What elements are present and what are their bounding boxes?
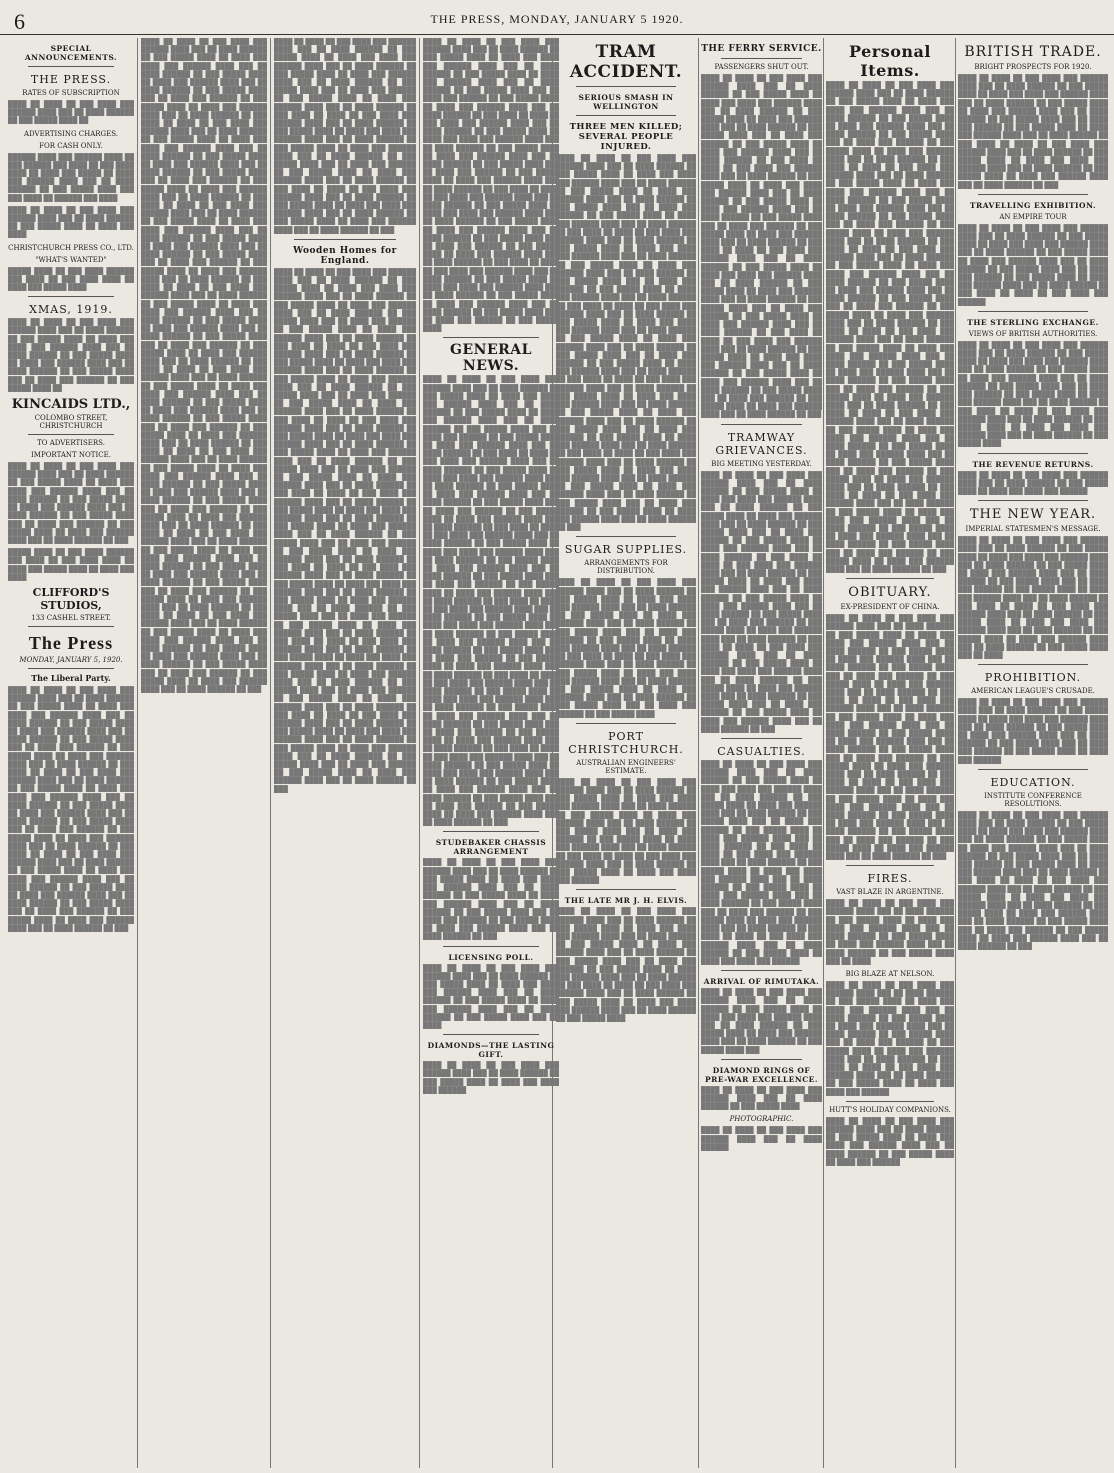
divider — [978, 194, 1088, 195]
text-block: ████ ██ ████ ██ ███ ████ ███ ██████ ████ ███ ██ ████ ██████ ██ ███ █████ ████ ██ ████ ███ ████ ███ ██████ ████ ███ ██ ████ ██████ ██ ███ █████ ████ ██ ████ ███ ██████ ████ ███ ██ ████ ██████ ██ ███ █████ ████ ███ ██ ████ ███ ██████ ██ ███ █████ ████ ██ ████ ███ ██████ ████ ███ ██ ████ ██████ ██ ███ ████ ██ ████ ██ ███ ████ ███ ██████ ████ ███ ██ ████ ██████ ██ ███ █████ ████ ██ ████ ███ ████ ███ ██████ ████ ███ ██ ████ ██████ ██ ███ █████ ████ ██ ████ ███ ██████ ████ ███ ██ ████ ██████ ██ ███ █████ ████ ███ ██ ████ ███ ██████ ██ ███ █████ ████ — [556, 579, 696, 718]
section-heading: SPECIAL ANNOUNCEMENTS. — [24, 44, 118, 62]
divider — [294, 239, 396, 240]
issue-date: MONDAY, JANUARY 5, 1920. — [19, 655, 123, 664]
text-block: ████ ██ ████ ██ ███ ████ ███ ██████ ████ ███ ██ ████ ██████ ██ ███ █████ ████ ██ ████ ███ ████ ███ ██████ ████ ███ ██ ████ ██████ ██ ███ █████ ████ ██ ████ ███ ██████ ████ ███ ██ ████ ██████ ██ ███ █████ ████ ███ ██ ████ ███ ██████ ██ ███ █████ ████ ██ ████ ███ ██████ ████ ███ ██ ████ ██████ ██ ███ ████ ██ ████ ██ ███ ████ ███ ██████ ████ ███ ██ ████ ██████ ██ ███ █████ ████ ██ ████ ███ ████ ███ ██████ ████ ███ ██ ████ ██████ ██ ███ █████ ████ ██ ████ ███ ██████ ████ ███ ██ ████ ██████ ██ ███ █████ ████ ███ ██ ████ ███ ██████ ██ ███ █████ ████ ██ ████ ███ ██████ ████ ███ ██ ████ ██████ ██ ███ ████ ██ ████ ██ ███ ████ ███ ██████ ████ ███ ██ ████ ██████ ██ ███ █████ ████ ██ ████ ███ ████ ███ ██████ ████ ███ ██ ████ ██████ ██ ███ █████ ████ ██ ████ ███ ██████ ████ ███ ██ ████ ██████ ██ ███ █████ ████ ███ ██ ████ ███ ██████ ██ ███ █████ ████ ██ ████ ███ ██████ ████ ███ ██ ████ ██████ ██ ███ ████ ██ ████ ██ ███ ████ ███ ██████ ████ ███ ██ ████ ██████ ██ ███ █████ ████ ██ ████ ███ ████ ███ ██████ ████ ███ ██ ████ ██████ ██ ███ █████ ████ ██ ████ ███ ██████ ████ ███ ██ ████ ██████ ██ ███ █████ ████ ███ ██ ████ ███ ██████ ██ ███ █████ ████ ██ ████ ███ ██████ ████ ███ ██ ████ ██████ ██ ███ — [701, 75, 822, 419]
text-block: ████ ██ ████ ██ ███ ████ ███ ██████ ████ ███ ██ ████ ██████ ██ ███ █████ ████ ██ ████ ███ ████ ███ ██████ ████ ███ ██ ████ ██████ ██ ███ █████ ████ ██ ████ ███ ██████ ████ ███ ██ ████ ██████ ██ ███ █████ ████ ███ ██ ████ ███ ██████ ██ ███ █████ ████ ██ ████ ███ ██████ ████ ███ ██ ████ ██████ ██ ███ ████ ██ ████ ██ ███ ████ ███ ██████ ████ ███ ██ ████ ██████ ██ ███ █████ ████ ██ ████ ███ ████ ███ ██████ ████ ███ ██ ████ ██████ ██ ███ █████ ████ ██ ████ ███ ██████ ████ ███ ██ ████ ██████ ██ ███ █████ ████ ███ ██ ████ ███ ██████ ██ ███ █████ ████ ██ ████ ███ ██████ ████ ███ ██ ████ ██████ ██ ███ ████ ██ ████ ██ ███ ████ ███ ██████ ████ ███ ██ ████ ██████ ██ ███ █████ ████ ██ ████ ███ ████ ███ ██████ ████ ███ ██ ████ ██████ ██ ███ █████ ████ ██ ████ ███ ██████ ████ ███ ██ ████ ██████ ██ ███ █████ ████ ███ ██ ████ ███ ██████ ██ ███ █████ ████ ██ ████ ███ ██████ ████ ███ ██ ████ ██████ ██ ███ ████ ██ ████ ██ ███ ████ ███ ██████ ████ ███ ██ ████ ██████ ██ ███ █████ ████ ██ ████ ███ ████ ███ ██████ ████ ███ ██ ████ ██████ ██ ███ █████ ████ ██ ████ ███ ██████ ████ ███ ██ ████ ██████ ██ ███ █████ ████ ███ ██ ████ ███ ██████ ██ ███ █████ ████ ██ ████ ███ ██████ ████ ███ ██ ████ ██████ ██ ███ ████ ██ ████ ██ ███ ████ ███ ██████ ████ ███ ██ ████ ██████ ██ ███ █████ ████ ██ ████ ███ ████ ███ ██████ ████ ███ ██ ████ ██████ ██ ███ █████ ████ ██ ████ ███ ██████ ████ ███ ██ ████ ██████ ██ ███ █████ ████ ███ ██ ████ ███ ██████ ██ ███ █████ ████ ██ ████ ███ ██████ ████ ███ ██ ████ ██████ ██ ███ ████ ██ ████ ██ ███ ████ ███ ██████ ████ ███ ██ ████ ██████ ██ ███ █████ ████ ██ ████ ███ ████ ███ ██████ ████ ███ ██ ████ ██████ ██ ███ █████ ████ ██ ████ ███ ██████ ████ ███ ██ ████ ██████ ██ ███ █████ ████ ███ ██ ████ ███ ██████ ██ ███ █████ ████ ██ ████ ███ ██████ ████ ███ ██ ████ ██████ ██ ███ ████ ██ ████ ██ ███ ████ ███ ██████ ████ ███ ██ ████ ██████ ██ ███ █████ ████ ██ ████ ███ ████ ███ ██████ ████ ███ ██ ████ ██████ ██ ███ █████ ████ ██ ████ ███ ██████ ████ ███ ██ ████ ██████ ██ ███ █████ ████ ███ ██ ████ ███ ██████ ██ ███ █████ ████ ██ ████ ███ ██████ ████ ███ ██ ████ ██████ ██ ███ — [274, 268, 416, 793]
sub-headline: BIG MEETING YESTERDAY. — [711, 459, 812, 468]
article-headline: THE FERRY SERVICE. — [701, 44, 822, 54]
text-block: ████ ██ ████ ██ ███ ████ ███ ██████ ████ ███ ██ ████ ██████ ██ ███ █████ ████ ██ ████ ███ ████ ███ ██████ ████ ███ ██ ████ ██████ ██ ███ █████ ████ ██ ████ ███ ██████ ████ ███ ██ ████ ██████ ██ ███ █████ ████ ███ ██ ████ ███ ██████ ██ ███ █████ ████ ██ ████ ███ ██████ ████ ███ ██ ████ ██████ ██ ███ ████ ██ ████ ██ ███ ████ ███ ██████ ████ ███ ██ ████ ██████ ██ ███ █████ ████ ██ ████ ███ ████ ███ ██████ ████ ███ ██ ████ ██████ ██ ███ █████ ████ ██ ████ ███ ██████ ████ ███ ██ ████ ██████ ██ ███ █████ ████ ███ ██ ████ — [958, 537, 1108, 659]
text-block: █████ ████ ██ ███ ████ ██████ ███ ████ ██ ███ ████ ████ ██ ████ ███ █████ ████ ██ ████ ███ ████ — [8, 549, 134, 581]
column-rule — [419, 38, 420, 1468]
text-block: ████ ██ ████ ██ ███ ████ ███ ██████ ████ ███ ██ ████ ██████ ██ ███ █████ ████ ██ ████ ███ ████ ███ ██████ ████ ███ ██ ████ ██████ ██ ███ █████ ████ ██ ████ ███ ██████ ████ ███ ██ ████ ██████ ██ ███ █████ ████ ███ ██ ████ ███ ██████ ██ ███ █████ ████ ██ ████ ███ ██████ ████ ███ ██ ████ ██████ ██ ███ ████ ██ ████ ██ ███ ████ ███ ██████ ████ ███ ██ ████ ██████ ██ ███ █████ ████ ██ ████ ███ ████ ███ ██████ ████ ███ ██ ████ ██████ ██ ███ █████ ████ ██ ████ ███ ██████ ████ ███ ██ ████ ██████ ██ ███ █████ ████ ███ ██ ████ ███ ██████ ██ ███ █████ ████ ██ ████ ███ ██████ ████ ███ ██ ████ ██████ ██ ███ ████ ██ ████ ██ ███ ████ ███ ██████ ████ ███ ██ ████ ██████ ██ ███ █████ ████ ██ ████ ███ ████ ███ ██████ — [701, 761, 822, 965]
advert-address: COLOMBO STREET, CHRISTCHURCH — [34, 414, 108, 431]
sub-heading: "WHAT'S WANTED" — [35, 255, 107, 264]
advert-cliffords: CLIFFORD'S STUDIOS, — [32, 585, 110, 612]
article-headline: SUGAR SUPPLIES. — [564, 543, 688, 557]
text-block: ████ ██ ████ ██ ███ ████ ███ ██████ ████ ███ ██ ████ ██████ ██ ███ █████ ████ ██ ████ ███ ████ ███ ██████ ████ ███ ██ ████ ██████ ██ ███ █████ ████ ██ ████ ███ ██████ ████ ███ ██ ████ ██████ ██ ███ █████ ████ ███ ██ ████ ███ ██████ ██ ███ █████ ████ ██ ████ ███ ██████ ████ ███ ██ ████ ██████ ██ ███ ████ ██ ████ ██ ███ ████ ███ ██████ ████ ███ ██ ████ ██████ ██ ███ █████ ████ ██ ████ ███ ████ ███ ██████ ████ ███ ██ ████ ██████ ██ ███ █████ ████ ██ ████ ███ ██████ ████ ███ ██ ████ ██████ ██ ███ █████ ████ ███ ██ ████ ███ ██████ ██ ███ █████ ████ ██ ████ ███ ██████ ████ ███ ██ ████ ██████ ██ ███ — [958, 811, 1108, 951]
divider — [28, 66, 114, 67]
divider — [443, 946, 539, 947]
divider — [721, 1059, 802, 1060]
column-4 — [423, 38, 559, 1468]
text-block: ████ ██ ████ ██ ███ ████ ███ ██████ ████ ███ ██ ████ ██████ ██ ███ █████ ████ ██ ████ ███ ████ ███ ██████ ████ ███ ██ ████ ██████ ██ ███ █████ ████ ██ ████ ███ ██████ ████ ███ ██ ████ ██████ ██ ███ █████ ████ ███ ██ ████ ███ ██████ ██ ███ █████ ████ ██ ████ ███ ██████ ████ ███ ██ ████ ██████ ██ ███ ████ ██ ████ ██ ███ ████ ███ ██████ ████ ███ ██ ████ ██████ ██ ███ █████ ████ ██ ████ ███ ████ ███ ██████ ████ ███ ██ ████ ██████ ██ ███ █████ ████ ██ ████ ███ ██████ ████ ███ ██ ████ ██████ ██ ███ █████ ████ ███ ██ ████ ███ ██████ ██ ███ █████ ████ ██ ████ ███ ██████ ████ ███ ██ ████ ██████ ██ ███ ████ ██ ████ ██ ███ ████ ███ ██████ ████ ███ ██ ████ ██████ ██ ███ █████ ████ ██ ████ ███ ████ ███ ██████ ████ ███ ██ ████ ██████ ██ ███ █████ ████ ██ ████ ███ ██████ ████ ███ ██ ████ ██████ ██ ███ █████ ████ ███ ██ ████ ███ ██████ ██ ███ █████ ████ ██ ████ ███ ██████ ████ ███ ██ ████ ██████ ██ ███ ████ ██ ████ ██ ███ ████ ███ ██████ ████ ███ ██ ████ ██████ ██ ███ █████ ████ ██ ████ ███ ████ ███ ██████ ████ ███ ██ ████ ██████ ██ ███ █████ ████ ██ ████ ███ ██████ ████ ███ ██ ████ ██████ ██ ███ █████ ████ ███ ██ ████ ███ ██████ ██ ███ █████ ████ ██ ████ ███ ██████ ████ ███ ██ ████ ██████ ██ ███ ████ ██ ████ ██ ███ ████ ███ ██████ ████ ███ ██ ████ ██████ ██ ███ █████ ████ ██ ████ ███ ████ ███ ██████ ████ ███ ██ ████ ██████ ██ ███ █████ ████ ██ ████ ███ ██████ ████ ███ ██ ████ ██████ ██ ███ █████ ████ ███ ██ ████ ███ ██████ ██ ███ █████ ████ ██ ████ ███ ██████ ████ ███ ██ ████ ██████ ██ ███ ████ ██ ████ ██ ███ ████ ███ ██████ ████ ███ ██ ████ ██████ ██ ███ █████ ████ ██ ████ ███ ████ ███ ██████ ████ ███ ██ ████ ██████ ██ ███ █████ ████ ██ ████ ███ ██████ ████ ███ ██ ████ ██████ ██ ███ █████ ████ ███ ██ ████ ███ ██████ ██ ███ █████ ████ ██ ████ ███ ██████ ████ ███ ██ ████ ██████ ██ ███ ████ ██ ████ ██ ███ ████ ███ ██████ ████ ███ ██ ████ ██████ ██ ███ █████ ████ ██ ████ ███ ████ ███ ██████ ████ ███ ██ ████ ██████ ██ ███ █████ ████ ██ ████ ███ ██████ ████ ███ ██ ████ ██████ ██ ███ █████ ████ ███ ██ ████ ███ ██████ ██ ███ █████ ████ ██ ████ ███ ██████ ████ ███ ██ ████ ██████ ██ ███ ████ ██ ████ ██ ███ ████ ███ ██████ ████ ███ ██ ████ ██████ ██ ███ █████ ████ ██ ████ ███ ████ ███ ██████ ████ ███ ██ ████ ██████ ██ ███ █████ ████ ██ ████ ███ ██████ ████ ███ ██ ████ ██████ ██ ███ █████ ████ ███ ██ ████ ███ ██████ ██ ███ █████ ████ ██ ████ ███ ██████ ████ ███ ██ ████ ██████ ██ ███ — [141, 38, 267, 694]
article-headline: THE LATE MR J. H. ELVIS. — [564, 896, 688, 906]
sub-headline: EX-PRESIDENT OF CHINA. — [840, 603, 940, 612]
section-headline: BRITISH TRADE. — [964, 44, 1102, 60]
divider — [721, 970, 802, 971]
text-block: ████ ██ ████ ██ ███ ████ ███ ██████ ████ ███ ██ ████ ██████ ██ ███ █████ ████ ██ ████ ███ ████ ███ ██████ ████ ███ ██ ████ ██████ ██ ███ █████ ████ ██ ████ ███ ██████ ████ ███ ██ ████ ██████ ██ ███ █████ ████ ███ ██ ████ ███ ██████ ██ ███ █████ ████ ██ ████ ███ ██████ ████ ███ ██ ████ ██████ ██ ███ ████ ██ ████ ██ ███ ████ ███ ██████ ████ ███ ██ ████ ██████ ██ ███ █████ ████ ██ ████ ███ ████ ███ ██████ ████ ███ ██ ████ ██████ ██ ███ █████ ████ ██ ████ ███ ██████ ████ ███ ██ ████ ██████ ██ ███ █████ ████ ███ ██ ████ ███ ██████ ██ ███ █████ ████ ██ ████ ███ ██████ ████ ███ ██ ████ ██████ ██ ███ ████ ██ ████ ██ ███ ████ ███ ██████ ████ ███ ██ ████ ██████ ██ ███ █████ ████ ██ ████ ███ ████ ███ ██████ ████ ███ ██ ████ ██████ ██ ███ █████ ████ ██ ████ ███ ██████ ████ ███ ██ ████ ██████ ██ ███ █████ ████ ███ ██ ████ ███ ██████ ██ ███ █████ ████ ██ ████ ███ ██████ ████ ███ ██ ████ ██████ ██ ███ ████ ██ ████ ██ ███ ████ ███ ██████ ████ ███ ██ ████ ██████ ██ ███ █████ ████ ██ ████ ███ ████ ███ ██████ ████ ███ ██ ████ ██████ ██ ███ █████ ████ ██ ████ ███ ██████ ████ ███ ██ ████ ██████ ██ ███ █████ ████ ███ ██ ████ ███ ██████ ██ ███ █████ ████ ██ ████ ███ ██████ ████ ███ ██ ████ ██████ ██ ███ ████ ██ ████ ██ ███ ████ ███ ██████ ████ ███ ██ ████ ██████ ██ ███ █████ ████ ██ ████ ███ ████ ███ ██████ ████ ███ ██ ████ ██████ ██ ███ █████ ████ ██ ████ ███ ██████ ████ ███ ██ ████ ██████ ██ ███ █████ ████ ███ ██ ████ ███ ██████ ██ ███ █████ ████ ██ ████ ███ ██████ ████ ███ ██ ████ ██████ ██ ███ ████ ██ ████ ██ ███ ████ ███ ██████ ████ ███ ██ ████ ██████ ██ ███ █████ ████ ██ ████ ███ ████ ███ ██████ ████ ███ ██ ████ ██████ ██ ███ █████ ████ ██ ████ ███ ██████ ████ ███ ██ ████ ██████ ██ ███ █████ ████ ███ ██ ████ ███ ██████ ██ ███ █████ ████ ██ ████ ███ ██████ ████ ███ ██ ████ ██████ ██ ███ — [423, 376, 559, 827]
text-block: ████ ██ ████ ██ ███ ████ ███ ██████ ████ ███ ██ ████ ██████ ██ ███ █████ ████ ██ ████ ███ ████ ███ ██████ ████ ███ ██ ████ ██████ ██ ███ █████ ████ ██ ████ ███ ██████ ████ ███ ██ ████ ██████ ██ ███ █████ ████ ███ ██ ████ ███ ██████ ██ ███ █████ ████ ██ ████ ███ ██████ ████ ███ ██ ████ ██████ ██ ███ ████ ██ ████ ██ ███ ████ ███ ██████ ████ ███ ██ ████ ██████ ██ ███ █████ ████ ██ ████ ███ ████ ███ ██████ ████ ███ ██ ████ ██████ ██ ███ █████ ████ ██ ████ ███ ██████ ████ ███ ██ ████ ██████ ██ ███ █████ ████ ███ ██ ████ ███ ██████ ██ ███ █████ ████ ██ ████ ███ ██████ ████ ███ ██ ████ ██████ ██ ███ ████ ██ ████ ██ ███ ████ ███ ██████ ████ ███ ██ ████ ██████ ██ ███ █████ ████ ██ ████ ███ ████ ███ ██████ ████ ███ ██ ████ ██████ ██ ███ █████ ████ ██ ████ ███ ██████ ████ ███ ██ ████ ██████ ██ ███ █████ ████ ███ ██ ████ ███ ██████ ██ ███ █████ ████ ██ ████ ███ ██████ ████ ███ ██ ████ ██████ ██ ███ — [826, 615, 954, 861]
article-headline: PORT CHRISTCHURCH. — [568, 729, 684, 756]
text-block: ████ ██ ████ ██ ███ ████ ███ ██████ ████ ███ ██ ████ ██████ ██ ███ █████ ████ ██ ████ ███ ████ ███ ██████ ████ ███ ██ ████ ██████ ██ ███ █████ ████ ██ ████ ███ ██████ ████ ███ ██ ████ ██████ ██ ███ █████ ████ ███ ██ ████ ███ ██████ ██ ███ █████ ████ ██ ████ ███ ██████ ████ ███ ██ ████ ██████ ██ ███ ████ ██ ████ ██ ███ ████ ███ ██████ — [958, 224, 1108, 306]
text-block: ████ ██ ████ ██ ███ ████ ███ ██████ ████ ███ ██ ████ ██████ ██ ███ █████ ████ ██ ████ ███ ████ ███ ██████ ████ ███ ██ ████ ██████ ██ ███ █████ ████ ██ ████ ███ ██████ ████ ███ ██ ████ ██████ ██ ███ █████ ████ ███ ██ ████ ███ ██████ ██ ███ █████ ████ ██ ████ ███ ██████ ████ ███ ██ ████ ██████ ██ ███ ████ ██ ████ ██ ███ ████ ███ ██████ ████ ███ ██ ████ ██████ ██ ███ █████ ████ ██ ████ ███ ████ ███ ██████ ████ ███ ██ ████ ██████ ██ ███ █████ ████ ██ ████ ███ ██████ ████ ███ ██ ████ ██████ ██ ███ — [958, 75, 1108, 189]
sub-headline: IMPERIAL STATESMEN'S MESSAGE. — [965, 525, 1101, 534]
divider — [443, 337, 539, 338]
sub-heading: FOR CASH ONLY. — [39, 141, 103, 150]
section-heading: THE PRESS. — [30, 73, 112, 86]
text-block: ████ ██ ████ ██ ███ ████ ███ ██████ ████ ███ ██ ████ ██████ ██ ███ █████ ████ ██ — [8, 101, 134, 125]
divider — [576, 86, 676, 87]
text-block: ████ ██ ████ ██ ███ ████ ███ ██████ ████ ███ ██ ████ ██████ — [701, 1127, 822, 1151]
sub-headline: AUSTRALIAN ENGINEERS' ESTIMATE. — [576, 758, 676, 775]
article-headline: Wooden Homes for England. — [293, 245, 397, 266]
article-headline: GENERAL NEWS. — [450, 342, 532, 375]
text-block: ████ ██ ████ ██ ███ ████ ███ ██████ ████ ███ ██ ████ ██████ ██ ███ █████ ████ ██ ████ ███ ████ ███ ██████ ████ ███ ██ ████ ██████ ██ ███ █████ ████ ██ ████ ███ ██████ ████ ███ ██ ████ ██████ ██ ███ █████ ████ ███ ██ ████ ███ ██████ ██ ███ █████ ████ ██ ████ ███ ██████ ████ ███ ██ ████ ██████ ██ ███ ████ ██ ████ ██ ███ ████ ███ ██████ ████ ███ ██ ████ ██████ ██ ███ █████ ████ ██ ████ ███ ████ ███ ██████ ████ ███ ██ ████ ██████ ██ ███ █████ ████ — [556, 908, 696, 1023]
text-block: ████ ██ ████ ██ ███ ████ ███ ██████ ████ ███ ██ ████ ██████ ██ ███ █████ ████ ██ ████ ███ ████ ███ ██████ ████ ███ ██ ████ ██████ ██ ███ █████ ████ ██ ████ ███ ██████ ████ ███ ██ ████ ██████ ██ ███ █████ ████ ███ ██ ████ ███ ██████ ██ ███ █████ ████ ██ ████ ███ ██████ ████ ███ ██ ████ ██████ ██ ███ ████ ██ ████ ██ ███ ████ ███ ██████ ████ ███ ██ ████ ██████ ██ ███ █████ ████ ██ ████ ███ ████ ███ ██████ ████ ███ ██ ████ ██████ ██ ███ █████ ████ ██ ████ ███ ██████ ████ ███ ██ ████ ██████ ██ ███ █████ ████ ███ ██ ████ ███ ██████ ██ ███ █████ ████ ██ ████ ███ ██████ ████ ███ ██ ████ ██████ ██ ███ ████ ██ ████ ██ ███ ████ ███ ██████ ████ ███ ██ ████ ██████ ██ ███ █████ ████ ██ ████ ███ ████ ███ ██████ ████ ███ ██ ████ ██████ ██ ███ █████ ████ ██ ████ ███ ██████ ████ ███ ██ ████ ██████ ██ ███ — [274, 38, 416, 234]
text-block: ████ ██ ████ ██ ███ ████ ███ ██████ ████ ███ ██ ████ ██████ ██ ███ █████ ████ ██ ████ ███ ████ ███ ██████ — [423, 1062, 559, 1094]
divider — [576, 536, 676, 537]
article-headline: STUDEBAKER CHASSIS ARRANGEMENT — [435, 838, 547, 857]
column-8 — [958, 38, 1108, 1468]
sub-headline: ARRANGEMENTS FOR DISTRIBUTION. — [584, 559, 668, 576]
text-block: ████ ██ ████ ██ ███ ████ ███ ██████ ████ ███ ██ ████ ██████ ██ ███ █████ ████ ██ ████ ███ ████ ███ ██████ ████ ███ ██ ████ ██████ ██ ███ █████ ████ ██ ████ ███ ██████ ████ ███ ██ ████ ██████ ██ ███ █████ ████ ███ ██ ████ ███ ██████ ██ ███ █████ ████ ██ ████ ███ ██████ ████ ███ ██ ████ ██████ ██ ███ ████ ██ ████ ██ ███ ████ ███ ██████ ████ ███ ██ ████ ██████ ██ ███ █████ ████ ██ ████ ███ ████ ███ ██████ ████ ███ ██ ████ ██████ ██ ███ █████ ████ ██ ████ ███ ██████ ████ ███ ██ ████ ██████ ██ ███ █████ ████ ███ ██ ████ ███ ██████ ██ ███ █████ ████ ██ ████ ███ ██████ ████ ███ ██ ████ ██████ ██ ███ ████ ██ ████ ██ ███ ████ ███ ██████ ████ ███ ██ ████ ██████ ██ ███ █████ ████ ██ ████ ███ ████ ███ ██████ ████ ███ ██ ████ ██████ ██ ███ █████ ████ ██ ████ ███ ██████ ████ ███ ██ ████ ██████ ██ ███ █████ ████ ███ ██ ████ ███ ██████ ██ ███ █████ ████ ██ ████ ███ ██████ ████ ███ ██ ████ ██████ ██ ███ — [701, 471, 822, 733]
divider — [846, 865, 934, 866]
advert-kincaids: KINCAIDS LTD., — [11, 397, 131, 413]
divider — [978, 311, 1088, 312]
divider — [978, 769, 1088, 770]
column-rule — [955, 38, 956, 1468]
column-2 — [141, 38, 267, 1468]
divider — [721, 424, 802, 425]
divider — [443, 1034, 539, 1035]
article-headline: TRAVELLING EXHIBITION. — [969, 200, 1097, 210]
divider — [28, 626, 114, 627]
advert-heading: DIAMOND RINGS OF PRE-WAR EXCELLENCE. — [704, 1065, 819, 1084]
section-headline: THE NEW YEAR. — [969, 507, 1097, 523]
column-rule — [137, 38, 138, 1468]
text-block: ████ ██ ████ ██ ███ ████ ███ ██████ ████ ███ ██ ████ ██████ ██ ███ █████ ████ ██ ████ ███ ████ ███ ██████ ████ ███ ██ ████ ██████ ██ ███ █████ ████ ██ ████ ███ ██████ ████ ███ ██ ████ ██████ ██ ███ █████ ████ ███ ██ ████ ███ ██████ ██ ███ █████ ████ ██ — [8, 319, 134, 392]
divider — [28, 668, 114, 669]
sub-headline: AMERICAN LEAGUE'S CRUSADE. — [971, 687, 1095, 696]
text-block: ████ ██ ████ ██ ███ ████ ███ ██████ ████ ███ ██ ████ ██████ ██ ███ █████ ████ ██ ████ ███ ████ ███ ██████ — [958, 471, 1108, 495]
section-headline: EDUCATION. — [990, 775, 1076, 789]
section-headline: Personal Items. — [849, 42, 931, 80]
sub-heading: CHRISTCHURCH PRESS CO., LTD. — [8, 243, 134, 252]
column-5 — [556, 38, 696, 1468]
divider — [978, 453, 1088, 454]
divider — [576, 889, 676, 890]
main-headline: TRAM ACCIDENT. — [569, 42, 683, 82]
section-headline: PROHIBITION. — [984, 671, 1082, 685]
column-1 — [8, 38, 134, 1468]
divider — [846, 578, 934, 579]
divider — [978, 664, 1088, 665]
sub-headline: VAST BLAZE IN ARGENTINE. — [836, 888, 944, 897]
section-heading: XMAS, 1919. — [29, 303, 113, 317]
text-block: ████ ██ ████ ██ ███ ████ ███ ██████ ████ ███ ██ ████ ██████ ██ ███ █████ ████ ██ ████ ███ ████ ███ ██████ ████ ███ ██ ████ ██████ ██ ███ █████ ████ ██ ████ ███ ██████ ████ ███ ██ ████ ██████ ██ ███ █████ ████ ███ ██ ████ ███ ██████ ██ ███ █████ ████ ██ ████ ███ ██████ ████ ███ ██ ████ ██████ ██ ███ ████ ██ ████ ██ ███ ████ ███ ██████ ████ ███ ██ ████ ██████ ██ ███ █████ ████ ██ ████ ███ ████ ███ ██████ ████ ███ ██ ████ ██████ ██ ███ █████ ████ ██ ████ ███ ██████ ████ ███ ██ ████ ██████ ██ ███ █████ ████ ███ ██ ████ ███ ██████ ██ ███ █████ ████ ██ ████ ███ ██████ ████ ███ ██ ████ ██████ ██ ███ ████ ██ ████ ██ ███ ████ ███ ██████ ████ ███ ██ ████ ██████ ██ ███ █████ ████ ██ ████ ███ ████ ███ ██████ ████ ███ ██ ████ ██████ ██ ███ █████ ████ ██ ████ ███ ██████ ████ ███ ██ ████ ██████ ██ ███ █████ ████ ███ ██ ████ ███ ██████ ██ ███ █████ ████ ██ ████ ███ ██████ ████ ███ ██ ████ ██████ ██ ███ ████ ██ ████ ██ ███ ████ ███ ██████ ████ ███ ██ ████ ██████ ██ ███ █████ ████ ██ ████ ███ ████ ███ ██████ ████ ███ ██ ████ ██████ ██ ███ █████ ████ ██ ████ ███ ██████ ████ ███ ██ ████ ██████ ██ ███ █████ ████ ███ ██ ████ ███ ██████ ██ ███ █████ ████ ██ ████ ███ ██████ ████ ███ ██ ████ ██████ ██ ███ ████ ██ ████ ██ ███ ████ ███ ██████ ████ ███ ██ ████ ██████ ██ ███ █████ ████ ██ ████ ███ ████ ███ ██████ ████ ███ ██ ████ ██████ ██ ███ █████ ████ ██ ████ ███ ██████ ████ ███ ██ ████ ██████ ██ ███ █████ ████ ███ ██ ████ ███ ██████ ██ ███ █████ ████ ██ ████ ███ ██████ ████ ███ ██ ████ ██████ ██ ███ ████ ██ ████ ██ ███ ████ ███ ██████ ████ ███ ██ ████ ██████ ██ ███ █████ ████ ██ ████ ███ ████ ███ ██████ ████ ███ ██ ████ ██████ ██ ███ █████ ████ ██ ████ ███ ██████ ████ ███ ██ ████ ██████ ██ ███ █████ ████ ███ ██ ████ ███ ██████ ██ ███ █████ ████ ██ ████ ███ ██████ ████ ███ ██ ████ ██████ ██ ███ — [826, 82, 954, 573]
article-headline: THE REVENUE RETURNS. — [972, 459, 1094, 469]
article-headline: TRAMWAY GRIEVANCES. — [715, 430, 808, 457]
sub-headline: SERIOUS SMASH IN WELLINGTON — [578, 93, 674, 111]
text-block: ████ ██ ████ ██ ███ ████ ███ ██████ ████ ███ ██ ████ ██████ ██ ███ █████ ████ — [701, 1086, 822, 1111]
text-block: ████ ██ ████ ██ ███ ████ ███ ██████ ████ ███ ██ ████ ██████ ██ ███ █████ ████ ██ ████ ███ ████ ███ ██████ ████ ███ ██ ████ ██████ ██ ███ █████ ████ ██ ████ ███ ██████ ████ ███ ██ ████ ██████ ██ ███ █████ ████ ███ ██ ████ ███ ██████ ██ ███ █████ ████ ██ ████ ███ ██████ ████ ███ ██ ████ ██████ ██ ███ ████ ██ ████ ██ ███ ████ ███ ██████ ████ ███ ██ ████ ██████ ██ ███ █████ ████ ██ ████ ███ ████ ███ ██████ — [556, 778, 696, 885]
advert-heading: PHOTOGRAPHIC. — [729, 1115, 794, 1124]
article-headline: LICENSING POLL. — [448, 952, 534, 962]
sub-headline: VIEWS OF BRITISH AUTHORITIES. — [968, 329, 1098, 338]
text-block: ████ ██ ████ ██ ███ ████ ███ ██████ ████ ███ ██ ████ ██████ ██ ███ █████ ████ ██ ████ ███ ████ ███ ██████ ████ ███ ██ ████ ██████ ██ ███ █████ ████ ██ ████ ███ ██████ ████ ███ ██ ████ ██████ ██ ███ █████ ████ ███ ██ ████ ███ ██████ ██ ███ █████ ████ ██ ████ ███ ██████ ████ ███ ██ ████ ██████ ██ ███ ████ ██ ████ ██ ███ ████ ███ ██████ ████ ███ ██ ████ ██████ ██ ███ █████ ████ ██ ████ ███ ████ ███ ██████ ████ ███ ██ ████ ██████ ██ ███ █████ ████ ██ ████ ███ ██████ ████ ███ ██ ████ ██████ ██ ███ █████ ████ ███ ██ ████ ███ ██████ ██ ███ █████ ████ ██ ████ ███ ██████ ████ ███ ██ ████ ██████ ██ ███ ████ ██ ████ ██ ███ ████ ███ ██████ ████ ███ ██ ████ ██████ ██ ███ █████ ████ ██ ████ ███ ████ ███ ██████ ████ ███ ██ ████ ██████ ██ ███ █████ ████ ██ ████ ███ ██████ ████ ███ ██ ████ ██████ ██ ███ █████ ████ ███ ██ ████ ███ ██████ ██ ███ █████ ████ ██ ████ ███ ██████ ████ ███ ██ ████ ██████ ██ ███ ████ ██ ████ ██ ███ ████ ███ ██████ ████ ███ ██ ████ ██████ ██ ███ █████ ████ ██ ████ ███ ████ ███ ██████ ████ ███ ██ ████ ██████ ██ ███ █████ ████ ██ ████ ███ ██████ ████ ███ ██ ████ ██████ ██ ███ █████ ████ ███ ██ ████ ███ ██████ ██ ███ █████ ████ ██ ████ ███ ██████ ████ ███ ██ ████ ██████ ██ ███ ████ ██ ████ ██ ███ ████ ███ ██████ ████ ███ ██ ████ ██████ ██ ███ █████ ████ ██ ████ ███ ████ ███ ██████ ████ ███ ██ ████ ██████ ██ ███ █████ ████ ██ ████ ███ ██████ ████ ███ ██ ████ ██████ ██ ███ █████ ████ ███ ██ ████ ███ ██████ ██ ███ █████ ████ ██ ████ ███ ██████ ████ ███ ██ ████ ██████ ██ ███ — [556, 155, 696, 532]
column-6 — [701, 38, 822, 1468]
divider — [443, 831, 539, 832]
sub-heading: RATES OF SUBSCRIPTION — [22, 89, 120, 97]
advert-heading: HUTT'S HOLIDAY COMPANIONS. — [829, 1105, 951, 1114]
sub-headline: THREE MEN KILLED; SEVERAL PEOPLE INJURED. — [569, 122, 683, 152]
article-headline: ARRIVAL OF RIMUTAKA. — [703, 977, 820, 987]
sub-heading: TO ADVERTISERS. — [37, 439, 105, 448]
divider — [28, 296, 114, 297]
text-block: ████ ██ ████ ██ ███ ████ ███ ██████ ████ ███ ██ ████ ██████ ██ ███ █████ ████ ██ ████ ███ ████ ███ ██████ ████ ███ ██ ████ ██████ ██ ███ █████ ████ ██ ████ ███ ██████ — [826, 1117, 954, 1166]
text-block: ████ ██ ████ ██ ███ ████ ███ ██████ ████ ███ ██ ████ ██████ ██ ███ █████ ████ ██ ████ ███ ████ ███ ██████ ████ ███ ██ ████ ██████ ██ ███ █████ ████ ██ ████ ███ ██████ ████ ███ ██ ████ ██████ ██ ███ █████ ████ ███ ██ ████ ███ ██████ ██ ███ █████ ████ ██ ████ ███ ██████ ████ ███ ██ ████ ██████ ██ ███ ████ ██ ████ ██ ███ ████ ███ ██████ ████ ███ ██ ████ ██████ ██ ███ █████ ████ ██ ████ ███ ████ ███ ██████ ████ ███ ██ ████ ██████ ██ ███ █████ ████ ██ ████ ███ ██████ ████ ███ ██ ████ ██████ ██ ███ █████ ████ ███ ██ ████ ███ ██████ ██ ███ █████ ████ ██ ████ ███ ██████ ████ ███ ██ ████ ██████ ██ ███ ████ ██ ████ ██ ███ ████ ███ ██████ ████ ███ ██ ████ ██████ ██ ███ █████ ████ ██ ████ ███ ████ ███ ██████ ████ ███ ██ ████ ██████ ██ ███ █████ ████ ██ ████ ███ ██████ ████ ███ ██ ████ ██████ ██ ███ █████ ████ ███ ██ ████ ███ ██████ ██ ███ █████ ████ ██ ████ ███ ██████ ████ ███ ██ ████ ██████ ██ ███ — [8, 686, 134, 932]
sub-heading: IMPORTANT NOTICE. — [31, 451, 111, 460]
text-block: ████ ██ ████ ██ ███ ████ ███ ██████ ████ ███ ██ ████ ██████ ██ ███ █████ ████ ██ ████ ███ ████ ███ ██████ ████ ███ ██ ████ ██████ ██ ███ █████ ████ ██ ████ ███ ██████ ████ ███ ██ ████ ██████ ██ ███ █████ ████ ███ ██ ████ ███ ██████ ██ ███ █████ ████ ██ ████ ███ ██████ — [958, 699, 1108, 764]
page-masthead — [0, 0, 1114, 35]
paper-title-line: THE PRESS, MONDAY, JANUARY 5 1920. — [430, 12, 684, 26]
column-7 — [826, 38, 954, 1468]
divider — [721, 738, 802, 739]
text-block: ████ ██ ████ ██ ███ ████ ███ ██████ ████ ███ ██ ████ ██████ ██ ███ █████ ████ ██ ████ ███ ████ ███ ██████ ████ ███ ██ ████ ██████ ██ ███ █████ ████ ██ ████ ███ ██████ ████ ███ ██ ████ ██████ ██ ███ █████ ████ ███ ██ ████ — [826, 900, 954, 965]
sub-headline: PASSENGERS SHUT OUT. — [714, 63, 809, 71]
text-block: ████ ██ ████ ██ ███ ████ ███ ██████ ████ ███ ██ ████ ██████ ██ ███ █████ ████ ██ ████ ███ ████ — [8, 206, 134, 239]
text-block: ████ ██ ████ ██ ███ ████ ███ ██████ ████ ███ ██ ████ ██████ ██ ███ █████ ████ ██ ████ ███ ████ ███ ██████ ████ ███ ██ ████ ██████ ██ ███ █████ ████ ██ ████ ███ ██████ ████ ███ ██ ████ ██████ ██ ███ █████ ████ ███ ██ ████ ███ ██████ ██ ███ █████ ████ ██ ████ ███ ██████ ████ ███ ██ ████ ██████ ██ ███ ████ ██ ████ ██ ███ ████ ███ ██████ ████ ███ ██ ████ ██████ ██ ███ █████ ████ ██ ████ ███ ████ ███ ██████ — [826, 981, 954, 1096]
sub-headline: INSTITUTE CONFERENCE RESOLUTIONS. — [984, 791, 1082, 808]
divider — [721, 58, 802, 59]
divider — [978, 500, 1088, 501]
section-headline: FIRES. — [867, 872, 913, 886]
text-block: █████ ████ ██ ███ ████ ██████ ███ ████ ██ ███ ████ ████ ██ ████ ███ █████ ████ — [8, 267, 134, 292]
column-3 — [274, 38, 416, 1468]
the-press-logo: The Press — [28, 632, 114, 653]
divider — [846, 1101, 934, 1102]
text-block: ████ ██ ████ ██ ███ ████ ███ ██████ ████ ███ ██ ████ ██████ ██ ███ █████ ████ ██ ████ ███ ████ ███ ██████ ████ ███ ██ ████ ██████ ██ ███ █████ ████ ██ ████ ███ ██████ ████ ███ ██ ████ ██████ ██ ███ █████ ████ ███ ██ ████ ███ ██████ ██ ███ █████ ████ ██ ████ ███ ██████ ████ ███ ██ ████ ██████ ██ ███ ████ ██ ████ ██ ███ ████ ███ ██████ ████ ███ ██ ████ ██████ ██ ███ █████ ████ ██ ████ ███ ████ ███ ██████ ████ ███ ██ ████ ██████ ██ ███ █████ ████ ██ ████ ███ ██████ ████ ███ ██ ████ ██████ ██ ███ █████ ████ ███ ██ ████ ███ ██████ ██ ███ █████ ████ ██ ████ ███ ██████ ████ ███ ██ ████ ██████ ██ ███ ████ ██ ████ ██ ███ ████ ███ ██████ ████ ███ ██ ████ ██████ ██ ███ █████ ████ ██ ████ ███ ████ ███ ██████ ████ ███ ██ ████ ██████ ██ ███ █████ ████ ██ ████ ███ ██████ ████ ███ ██ ████ ██████ ██ ███ █████ ████ ███ ██ ████ ███ ██████ ██ ███ █████ ████ ██ ████ ███ ██████ ████ ███ ██ ████ ██████ ██ ███ ████ ██ ████ ██ ███ ████ ███ ██████ ████ ███ ██ ████ ██████ ██ ███ █████ ████ ██ ████ ███ ████ ███ ██████ ████ ███ ██ ████ ██████ ██ ███ █████ ████ ██ ████ ███ ██████ ████ ███ ██ ████ ██████ ██ ███ █████ ████ ███ ██ ████ ███ ██████ ██ ███ █████ ████ — [423, 38, 559, 333]
sub-headline: AN EMPIRE TOUR — [999, 212, 1067, 221]
section-headline: OBITUARY. — [848, 585, 932, 601]
divider — [28, 434, 114, 435]
column-rule — [270, 38, 271, 1468]
text-block: ████ ██ ████ ██ ███ ████ ███ ██████ ████ ███ ██ ████ ██████ ██ ███ █████ ████ ██ ████ ███ ████ ███ ██████ ████ ███ ██ ████ ██████ ██ ███ █████ ████ ██ ████ ███ ██████ ████ ███ ██ ████ ██████ ██ ███ █████ ████ ███ — [701, 989, 822, 1054]
text-block: ████ ██ ████ ██ ███ ████ ███ ██████ ████ ███ ██ ████ ██████ ██ ███ █████ ████ ██ ████ ███ ████ ███ ██████ ████ ███ ██ ████ ██████ ██ ███ █████ ████ ██ ████ ███ ██████ ████ ███ ██ ████ ██████ ██ ███ █████ ████ ███ ██ ████ — [423, 964, 559, 1029]
article-headline: THE STERLING EXCHANGE. — [967, 317, 1099, 327]
editorial-heading: The Liberal Party. — [31, 672, 111, 683]
sub-headline: BRIGHT PROSPECTS FOR 1920. — [974, 63, 1092, 71]
column-rule — [823, 38, 824, 1468]
article-headline: CASUALTIES. — [717, 745, 806, 759]
text-block: ██████ ████ ███ ██████ ████ ██ ███ ██████ ███ ████ ██ ███ ████ ████ ██ ████ ███ █████ ██ ████ ███ ██████ ████ ███ ██ ████ ██████ ██ ███ █████ ████ ███ ███ ████ ██ ██████ ███ ████ — [8, 153, 134, 202]
article-headline: DIAMONDS—THE LASTING GIFT. — [427, 1041, 555, 1060]
text-block: ████ ██ ████ ██ ███ ████ ███ ██████ ████ ███ ██ ████ ██████ ██ ███ █████ ████ ██ ████ ███ ████ ███ ██████ ████ ███ ██ ████ ██████ ██ ███ █████ ████ ██ ████ ███ ██████ ████ ███ ██ ████ ██████ ██ ███ █████ ████ ███ ██ ████ ███ ██████ ██ ███ █████ ████ ██ ████ ███ ██████ ████ ███ ██ ████ ██████ ██ ███ — [423, 859, 559, 941]
advert-address: 133 CASHEL STREET. — [31, 613, 111, 622]
text-block: ████ ██ ████ ██ ███ ████ ███ ██████ ████ ███ ██ ████ ██████ ██ ███ █████ ████ ██ ████ ███ ████ ███ ██████ ████ ███ ██ ████ ██████ ██ ███ █████ ████ ██ ████ ███ ██████ ████ ███ ██ ████ ██████ ██ ███ █████ ████ ███ ██ ████ ███ ██████ ██ ███ █████ ████ ██ ████ ███ ██████ ████ ███ ██ ████ ██████ ██ ███ — [8, 463, 134, 544]
page-number: 6 — [14, 9, 25, 34]
sub-heading: ADVERTISING CHARGES. — [23, 129, 119, 138]
divider — [576, 115, 676, 116]
column-rule — [698, 38, 699, 1468]
sub-headline: BIG BLAZE AT NELSON. — [845, 969, 935, 978]
divider — [576, 723, 676, 724]
text-block: ████ ██ ████ ██ ███ ████ ███ ██████ ████ ███ ██ ████ ██████ ██ ███ █████ ████ ██ ████ ███ ████ ███ ██████ ████ ███ ██ ████ ██████ ██ ███ █████ ████ ██ ████ ███ ██████ ████ ███ ██ ████ ██████ ██ ███ █████ ████ ███ ██ ████ ███ ██████ ██ ███ █████ ████ ██ ████ ███ ██████ ████ ███ ██ ████ ██████ ██ ███ ████ ██ ████ ██ ███ ████ ███ ██████ ████ ███ ██ ████ ██████ ██ ███ █████ ████ ██ ████ ███ ████ ███ ██████ ████ ███ ██ ████ ██████ ██ ███ █████ ████ — [958, 341, 1108, 448]
